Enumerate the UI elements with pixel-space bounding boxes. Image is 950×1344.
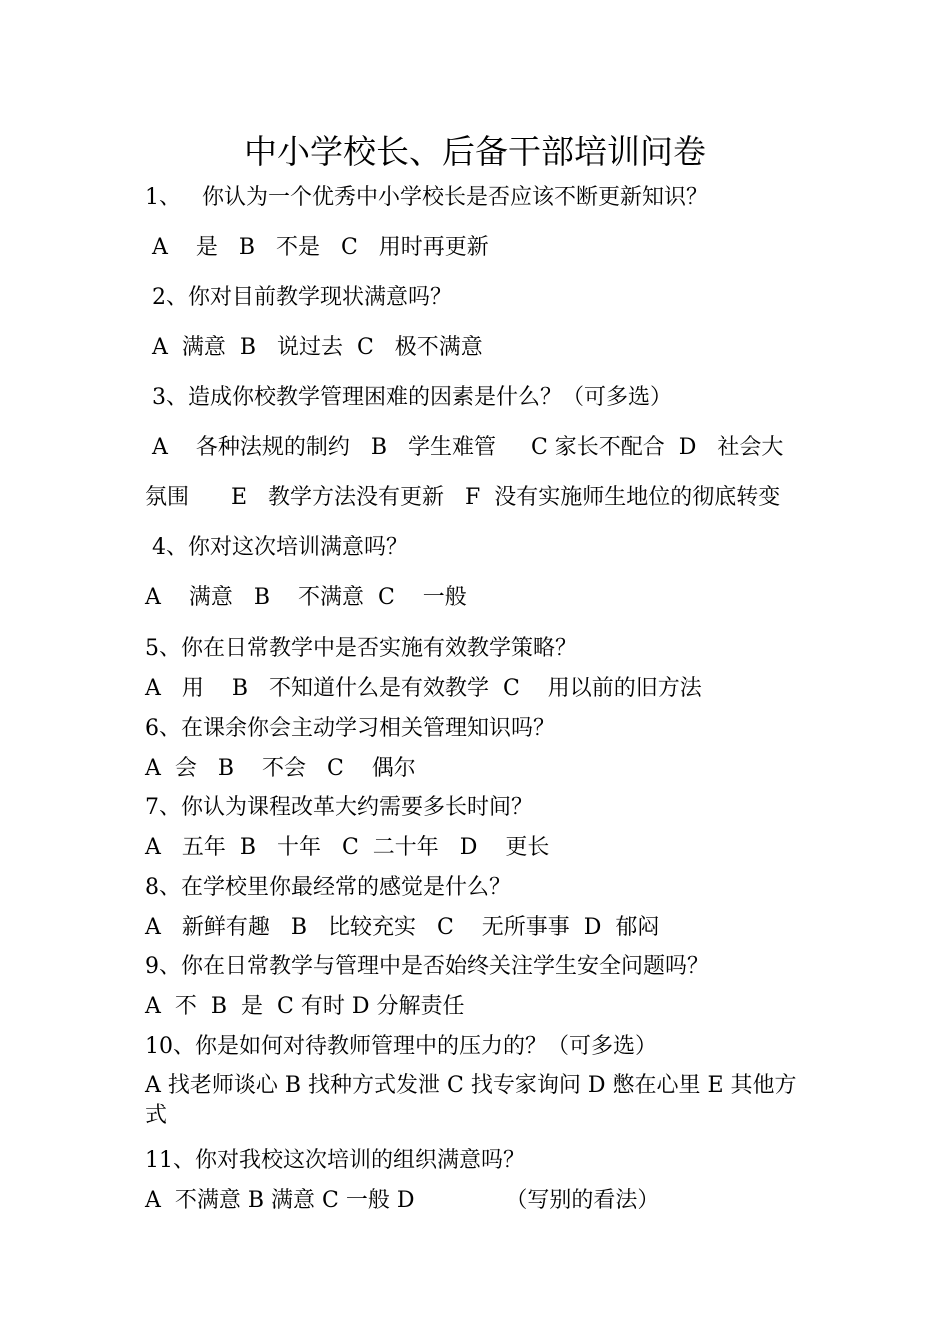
question-8: 8、在学校里你最经常的感觉是什么？ — [145, 875, 511, 900]
question-2-options: A 满意 B 说过去 C 极不满意 — [145, 335, 483, 360]
document-title: 中小学校长、后备干部培训问卷 — [244, 132, 706, 171]
question-10: 10、你是如何对待教师管理中的压力的？（可多选） — [145, 1034, 657, 1059]
question-1: 1、 你认为一个优秀中小学校长是否应该不断更新知识？ — [145, 185, 708, 210]
question-8-options: A 新鲜有趣 B 比较充实 C 无所事事 D 郁闷 — [145, 915, 660, 940]
question-6: 6、在课余你会主动学习相关管理知识吗？ — [145, 716, 555, 741]
question-5-options: A 用 B 不知道什么是有效教学 C 用以前的旧方法 — [145, 676, 702, 701]
question-3-options-line-1: A 各种法规的制约 B 学生难管 C 家长不配合 D 社会大 — [145, 435, 784, 460]
question-6-options: A 会 B 不会 C 偶尔 — [145, 756, 416, 781]
question-3: 3、造成你校教学管理困难的因素是什么？（可多选） — [145, 385, 672, 410]
question-4-options: A 满意 B 不满意 C 一般 — [145, 585, 467, 610]
question-11: 11、你对我校这次培训的组织满意吗？ — [145, 1148, 525, 1173]
question-5: 5、你在日常教学中是否实施有效教学策略？ — [145, 636, 577, 661]
question-7-options: A 五年 B 十年 C 二十年 D 更长 — [145, 835, 550, 860]
question-7: 7、你认为课程改革大约需要多长时间？ — [145, 795, 533, 820]
question-2: 2、你对目前教学现状满意吗？ — [145, 285, 452, 310]
question-3-options-line-2: 氛围 E 教学方法没有更新 F 没有实施师生地位的彻底转变 — [145, 485, 781, 510]
question-11-options: A 不满意 B 满意 C 一般 D （写别的看法） — [145, 1188, 660, 1213]
question-9-options: A 不 B 是 C 有时 D 分解责任 — [145, 994, 465, 1019]
question-4: 4、你对这次培训满意吗？ — [145, 535, 408, 560]
question-1-options: A 是 B 不是 C 用时再更新 — [145, 235, 489, 260]
question-9: 9、你在日常教学与管理中是否始终关注学生安全问题吗？ — [145, 954, 709, 979]
question-10-options: A 找老师谈心 B 找种方式发泄 C 找专家询问 D 憋在心里 E 其他方式 — [145, 1073, 797, 1128]
